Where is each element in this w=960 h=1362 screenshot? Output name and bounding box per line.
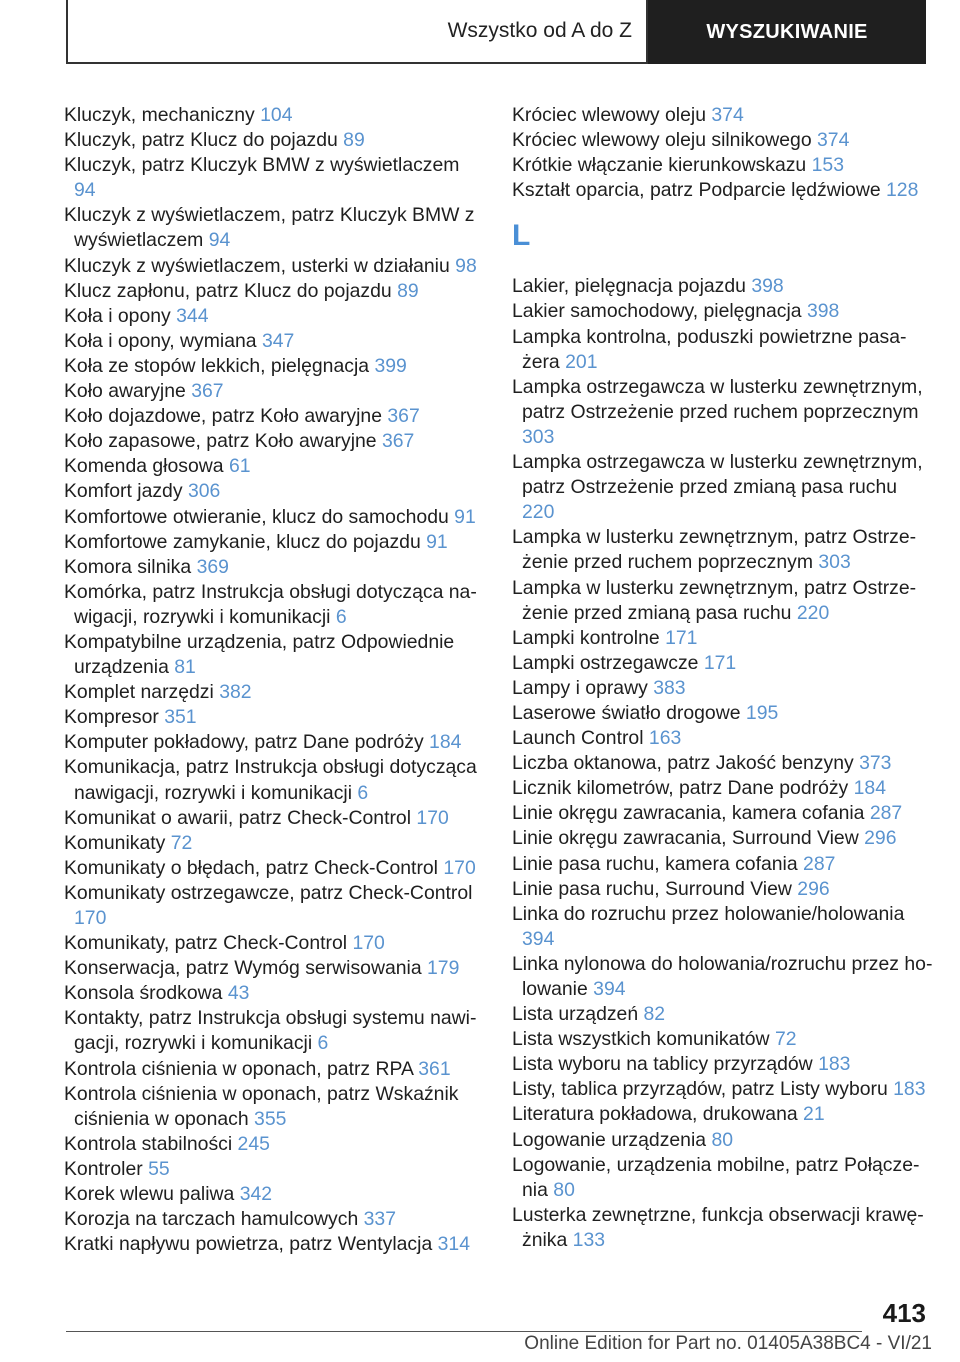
index-entry: [64, 1082, 484, 1132]
page-link[interactable]: 287: [803, 852, 836, 875]
page-link[interactable]: 89: [343, 129, 365, 152]
page-link[interactable]: 367: [191, 380, 224, 403]
index-term: Króciec wlewowy oleju silnikowego: [512, 129, 812, 152]
index-term: Komunikaty ostrzegawcze, patrz Check-Control: [64, 881, 473, 904]
page-link[interactable]: 287: [869, 802, 903, 825]
section-letter: L: [512, 219, 531, 253]
index-term: Linie pasa ruchu, kamera cofania: [512, 852, 798, 875]
index-entry: [64, 1207, 484, 1232]
index-term: Lampka w lusterku zewnętrznym, patrz Ostrzeżenie przed zmianą pasa ruchu: [512, 576, 917, 624]
index-entry: [512, 450, 934, 525]
index-entry: [64, 254, 484, 279]
index-term: Launch Control: [512, 727, 644, 750]
index-entry: [64, 1057, 484, 1082]
index-term: Lakier, pielęgnacja pojazdu: [512, 275, 746, 298]
page-link[interactable]: 94: [74, 179, 96, 202]
index-entry: [512, 325, 934, 375]
page-link[interactable]: 201: [565, 350, 598, 373]
index-entry: [64, 203, 484, 253]
page-link[interactable]: 382: [219, 681, 252, 704]
index-entry: [512, 178, 934, 203]
page-link[interactable]: 367: [381, 430, 415, 453]
index-entry: [64, 304, 484, 329]
page-link[interactable]: 81: [174, 656, 196, 679]
index-term: Licznik kilometrów, patrz Dane podróży: [512, 777, 849, 800]
index-entry: [64, 404, 484, 429]
index-term: Korozja na tarczach hamulcowych: [64, 1208, 359, 1231]
index-term: Lampka w lusterku zewnętrznym, patrz Ostrzeżenie przed ruchem poprzecznym: [512, 526, 917, 574]
index-term: Kluczyk, patrz Kluczyk BMW z wyświetlaczem: [64, 154, 460, 177]
index-entry: [64, 1232, 484, 1257]
index-term: Lista wyboru na tablicy przyrządów: [512, 1053, 813, 1076]
index-term: Kompresor: [64, 706, 159, 729]
tab-search[interactable]: WYSZUKIWANIE: [648, 0, 926, 64]
page-link[interactable]: 128: [886, 179, 919, 202]
page-link[interactable]: 184: [853, 777, 886, 800]
header-tabs: [66, 0, 926, 64]
index-term: Listy, tablica przyrządów, patrz Listy wyboru: [512, 1078, 888, 1101]
index-term: Konserwacja, patrz Wymóg serwisowania: [64, 957, 422, 980]
page-link[interactable]: 369: [196, 555, 229, 578]
page-link[interactable]: 89: [397, 279, 419, 302]
page-link[interactable]: 6: [335, 605, 347, 628]
page-link[interactable]: 303: [522, 425, 555, 448]
index-entry: [64, 279, 484, 304]
index-term: Koło zapasowe, patrz Koło awaryjne: [64, 430, 377, 453]
index-entry: [512, 153, 934, 178]
index-term: Komunikaty o błędach, patrz Check-Control: [64, 856, 438, 879]
index-term: Linie okręgu zawracania, kamera cofania: [512, 802, 865, 825]
page-link[interactable]: 91: [454, 505, 476, 528]
index-entry: [64, 530, 484, 555]
index-entry: [512, 1153, 934, 1203]
page-link[interactable]: 183: [893, 1078, 926, 1101]
index-term: Komunikacja, patrz Instrukcja obsługi dotycząca nawigacji, rozrywki i komunikacji: [64, 756, 477, 804]
page-link[interactable]: 296: [797, 877, 830, 900]
index-term: Linie pasa ruchu, Surround View: [512, 877, 792, 900]
index-entry: [512, 375, 934, 450]
index-entry: [64, 454, 484, 479]
index-entry: [64, 379, 484, 404]
index-term: Kluczyk, patrz Klucz do pojazdu: [64, 129, 338, 152]
page-link[interactable]: 170: [74, 907, 107, 929]
page-link[interactable]: 6: [317, 1032, 329, 1055]
page-link[interactable]: 80: [553, 1178, 575, 1201]
page-number: 413: [882, 1298, 926, 1328]
index-term: Kontrola ciśnienia w oponach, patrz RPA: [64, 1057, 413, 1080]
index-term: Koła i opony: [64, 304, 171, 327]
index-entry: [512, 826, 934, 851]
page-link[interactable]: 296: [864, 827, 897, 850]
page-link[interactable]: 82: [643, 1003, 666, 1026]
page-link[interactable]: 394: [593, 978, 626, 1000]
index-entry: [64, 505, 484, 530]
page-link[interactable]: 184: [429, 731, 462, 754]
index-entry: [512, 726, 934, 751]
page-link[interactable]: 61: [228, 455, 251, 478]
page-link[interactable]: 374: [817, 129, 850, 152]
page-link[interactable]: 170: [352, 932, 385, 955]
page-link[interactable]: 399: [374, 354, 407, 377]
index-entry: [64, 755, 484, 805]
index-term: Komfortowe zamykanie, klucz do pojazdu: [64, 530, 421, 553]
page-link[interactable]: 355: [254, 1107, 287, 1130]
page-link[interactable]: 6: [357, 781, 369, 804]
page-link[interactable]: 153: [811, 154, 844, 177]
index-term: Kontakty, patrz Instrukcja obsługi systemu nawigacji, rozrywki i komunikacji: [64, 1007, 477, 1055]
index-term: Korek wlewu paliwa: [64, 1183, 235, 1206]
page-link[interactable]: 398: [806, 300, 840, 323]
index-entry: [512, 299, 934, 324]
index-entry: [64, 931, 484, 956]
index-term: Kontroler: [64, 1157, 143, 1180]
page-link[interactable]: 98: [455, 254, 477, 277]
page-link[interactable]: 314: [437, 1233, 470, 1256]
page-link[interactable]: 306: [187, 480, 221, 503]
page-link[interactable]: 342: [239, 1183, 273, 1206]
index-term: Kontrola ciśnienia w oponach, patrz Wskaźnik ciśnienia w oponach: [64, 1082, 459, 1130]
index-term: Laserowe światło drogowe: [512, 701, 741, 724]
index-entry: [64, 555, 484, 580]
index-entry: [512, 525, 934, 575]
index-term: Komfortowe otwieranie, klucz do samochodu: [64, 505, 449, 528]
index-entry: [512, 1128, 934, 1153]
index-term: Kompatybilne urządzenia, patrz Odpowiednie urządzenia: [64, 630, 455, 679]
page-link[interactable]: 220: [796, 601, 830, 624]
index-term: Kontrola stabilności: [64, 1132, 233, 1155]
page-link[interactable]: 195: [745, 701, 779, 724]
index-term: Lampki ostrzegawcze: [512, 651, 699, 674]
index-entry: [64, 956, 484, 981]
index-term: Kratki napływu powietrza, patrz Wentylacja: [64, 1233, 433, 1256]
index-term: Lampka ostrzegawcza w lusterku zewnętrznym, patrz Ostrzeżenie przed ruchem poprzecznym: [512, 375, 923, 423]
index-term: Logowanie, urządzenia mobilne, patrz Połączenia: [512, 1153, 920, 1201]
index-entry: [512, 1203, 934, 1253]
page-link[interactable]: 337: [363, 1208, 396, 1231]
index-term: Koło awaryjne: [64, 380, 186, 403]
index-term: Lusterka zewnętrzne, funkcja obserwacji krawężnika: [512, 1203, 924, 1251]
index-term: Klucz zapłonu, patrz Klucz do pojazdu: [64, 279, 392, 302]
index-term: Linie okręgu zawracania, Surround View: [512, 827, 859, 850]
index-entry: [512, 776, 934, 801]
index-term: Koła i opony, wymiana: [64, 329, 257, 352]
page-link[interactable]: 94: [208, 229, 231, 252]
page-link[interactable]: 21: [803, 1103, 825, 1126]
index-entry: [512, 1027, 934, 1052]
index-entry: [512, 801, 934, 826]
index-term: Lakier samochodowy, pielęgnacja: [512, 300, 802, 323]
page-link[interactable]: 179: [427, 957, 460, 980]
index-entry: [64, 479, 484, 504]
index-entry: [512, 751, 934, 776]
footer-divider: [66, 1331, 862, 1332]
index-entry: [512, 626, 934, 651]
page-link[interactable]: 245: [237, 1132, 270, 1155]
index-entry: [64, 981, 484, 1006]
index-term: Lampka ostrzegawcza w lusterku zewnętrznym, patrz Ostrzeżenie przed zmianą pasa ruchu: [512, 451, 923, 499]
index-term: Króciec wlewowy oleju: [512, 104, 706, 126]
index-term: Kluczyk z wyświetlaczem, usterki w działaniu: [64, 254, 450, 277]
page-link[interactable]: 183: [818, 1053, 851, 1076]
index-entry: [64, 153, 484, 203]
index-entry: [512, 1052, 934, 1077]
index-entry: [512, 701, 934, 726]
page-link[interactable]: 163: [648, 727, 682, 750]
page-link[interactable]: 398: [751, 275, 784, 298]
index-entry: [512, 877, 934, 902]
index-term: Lampy i oprawy: [512, 676, 648, 699]
page-link[interactable]: 170: [443, 856, 476, 879]
index-term: Komunikaty, patrz Check-Control: [64, 932, 348, 955]
page-link[interactable]: 344: [176, 304, 209, 327]
index-entry: [64, 1182, 484, 1207]
index-entry: [64, 103, 484, 128]
page-link[interactable]: 72: [170, 831, 193, 854]
index-entry: [64, 831, 484, 856]
page-link[interactable]: 133: [572, 1228, 606, 1251]
index-entry: [64, 680, 484, 705]
page-link[interactable]: 373: [859, 752, 892, 775]
page-link[interactable]: 367: [387, 405, 420, 428]
index-entry: [64, 705, 484, 730]
page-link[interactable]: 91: [426, 530, 448, 553]
index-entry: [64, 806, 484, 831]
page-link[interactable]: 43: [227, 982, 250, 1005]
index-term: Komórka, patrz Instrukcja obsługi dotycząca nawigacji, rozrywki i komunikacji: [64, 580, 477, 628]
index-term: Komunikaty: [64, 831, 166, 854]
index-column-left: [64, 103, 484, 1257]
index-term: Lampki kontrolne: [512, 626, 660, 649]
index-entry: [64, 1006, 484, 1056]
index-entry: [64, 429, 484, 454]
index-entry: [512, 852, 934, 877]
page-link[interactable]: 55: [148, 1157, 170, 1180]
index-entry: [64, 630, 484, 680]
index-entry: [64, 881, 484, 931]
index-term: Logowanie urządzenia: [512, 1128, 707, 1151]
index-term: Komenda głosowa: [64, 455, 224, 478]
index-entry: [64, 730, 484, 755]
page-link[interactable]: 361: [418, 1057, 451, 1080]
index-entry: [64, 354, 484, 379]
index-entry: [64, 128, 484, 153]
page-link[interactable]: 220: [522, 501, 555, 524]
page-link[interactable]: 394: [522, 927, 555, 950]
index-column-right: [512, 103, 934, 1253]
index-entry: [512, 1102, 934, 1127]
index-entry: [512, 103, 934, 128]
page-link[interactable]: 170: [416, 806, 449, 829]
index-entry: [512, 576, 934, 626]
index-entry: [512, 902, 934, 952]
index-term: Krótkie włączanie kierunkowskazu: [512, 154, 807, 177]
index-entry: [64, 1157, 484, 1182]
index-term: Linka nylonowa do holowania/rozruchu przez holowanie: [512, 952, 933, 1000]
page-link[interactable]: 80: [711, 1128, 734, 1151]
footer-edition: Online Edition for Part no. 01405A38BC4 - VI/21: [524, 1333, 932, 1354]
index-entry: [512, 1077, 934, 1102]
index-term: Komputer pokładowy, patrz Dane podróży: [64, 731, 424, 754]
page-link[interactable]: 374: [711, 104, 744, 126]
index-entry: [512, 128, 934, 153]
page-link[interactable]: 383: [653, 676, 686, 699]
index-entry: [512, 676, 934, 701]
page-link[interactable]: 303: [818, 551, 851, 574]
index-group-l: [512, 274, 934, 1253]
page-link[interactable]: 104: [260, 104, 293, 126]
index-group-k: [512, 103, 934, 203]
index-entry: [512, 274, 934, 299]
index-entry: [64, 329, 484, 354]
index-term: Lampka kontrolna, poduszki powietrzne pasażera: [512, 325, 907, 373]
index-term: Komfort jazdy: [64, 480, 183, 503]
page-link[interactable]: 72: [774, 1028, 797, 1051]
index-term: Kluczyk z wyświetlaczem, patrz Kluczyk BMW z wyświetlaczem: [64, 204, 475, 252]
index-term: Literatura pokładowa, drukowana: [512, 1103, 798, 1126]
index-term: Koło dojazdowe, patrz Koło awaryjne: [64, 405, 382, 428]
index-entry: [64, 1132, 484, 1157]
index-term: Komora silnika: [64, 555, 192, 578]
index-term: Koła ze stopów lekkich, pielęgnacja: [64, 354, 370, 377]
index-term: Lista urządzeń: [512, 1003, 639, 1026]
index-entry: [512, 952, 934, 1002]
index-entry: [64, 856, 484, 881]
page-link[interactable]: 347: [261, 329, 295, 352]
index-entry: [512, 651, 934, 676]
index-term: Kształt oparcia, patrz Podparcie lędźwiowe: [512, 179, 881, 202]
index-term: Liczba oktanowa, patrz Jakość benzyny: [512, 752, 854, 775]
index-term: Komplet narzędzi: [64, 681, 214, 704]
index-term: Linka do rozruchu przez holowanie/holowania: [512, 902, 905, 925]
index-term: Komunikat o awarii, patrz Check-Control: [64, 806, 412, 829]
index-entry: [64, 580, 484, 630]
index-entry: [512, 1002, 934, 1027]
page-link[interactable]: 171: [703, 651, 737, 674]
index-term: Konsola środkowa: [64, 982, 223, 1005]
tab-a-to-z[interactable]: Wszystko od A do Z: [66, 0, 648, 64]
index-term: Lista wszystkich komunikatów: [512, 1028, 770, 1051]
page-link[interactable]: 171: [665, 626, 698, 649]
page-link[interactable]: 351: [164, 706, 197, 729]
index-term: Kluczyk, mechaniczny: [64, 104, 255, 126]
